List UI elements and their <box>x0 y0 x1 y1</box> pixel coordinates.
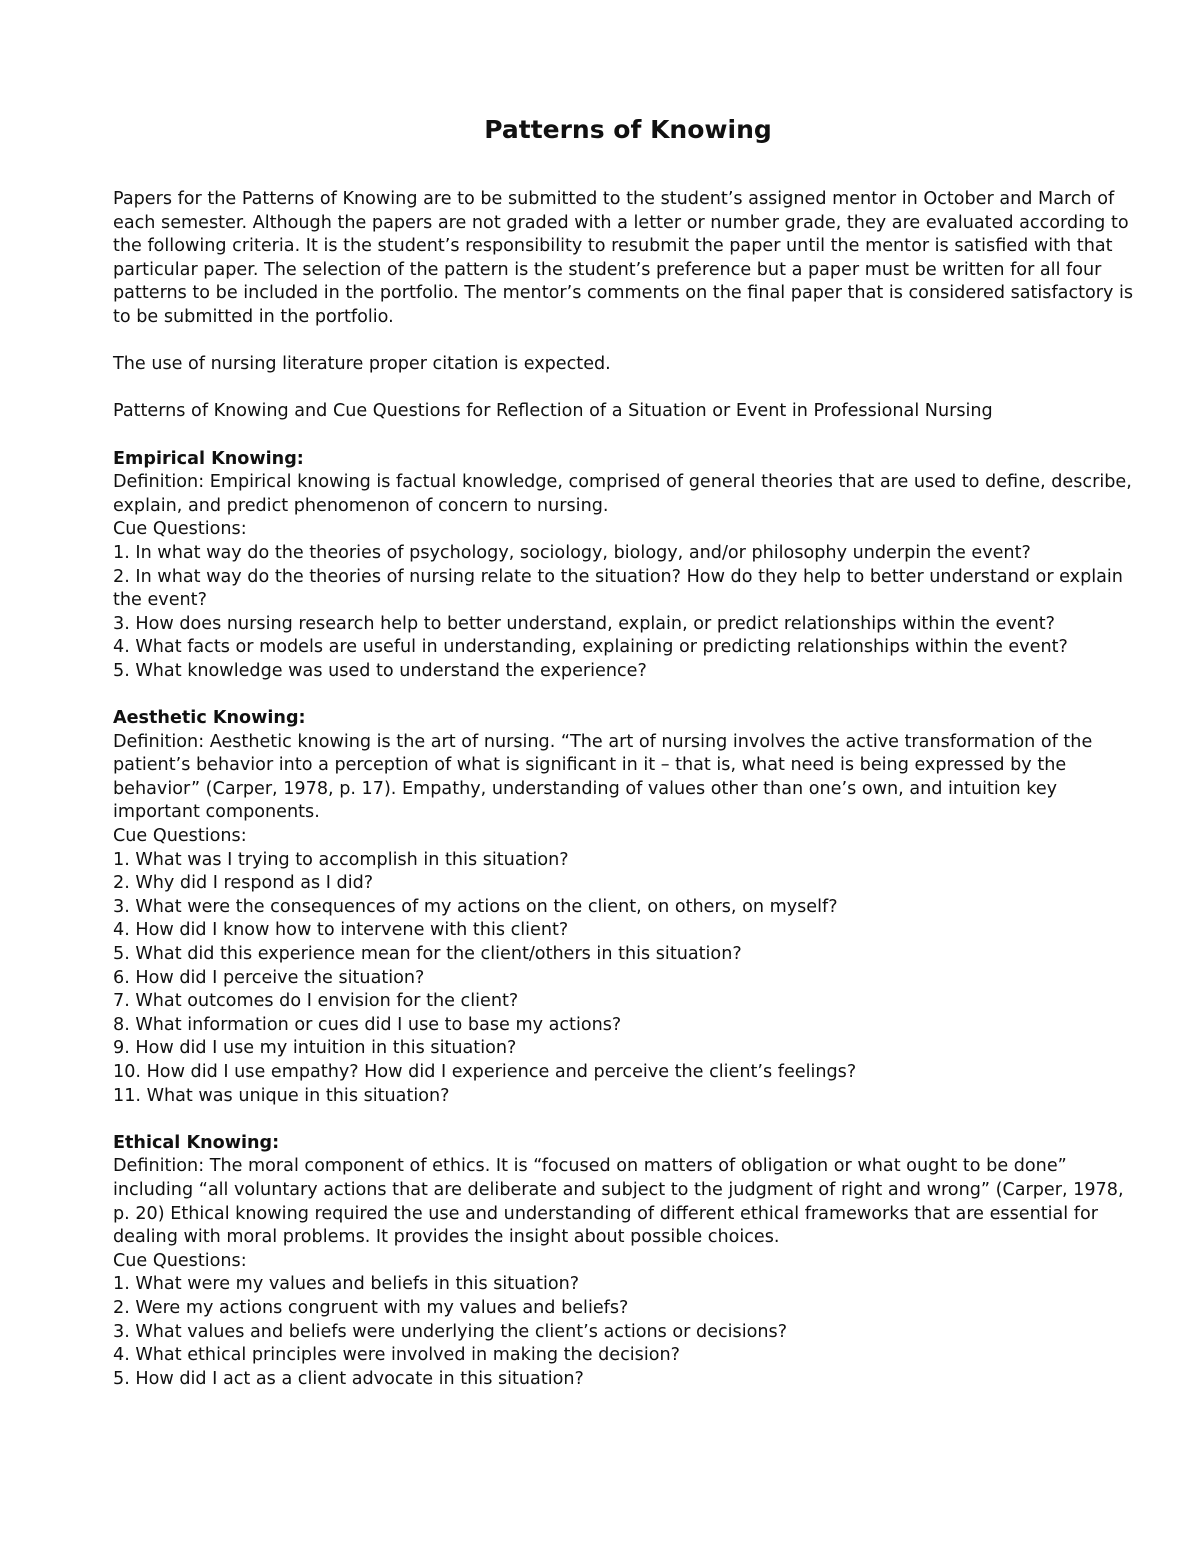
document-subtitle: Patterns of Knowing and Cue Questions for Reflection of a Situation or Event in Professional Nursing <box>113 401 993 422</box>
cue-question: 7. What outcomes do I envision for the client? <box>113 991 519 1012</box>
cue-question: 4. What ethical principles were involved in making the decision? <box>113 1345 680 1366</box>
cue-question: 5. How did I act as a client advocate in this situation? <box>113 1368 584 1389</box>
cue-question: 8. What information or cues did I use to base my actions? <box>113 1014 622 1035</box>
cue-question: 10. How did I use empathy? How did I experience and perceive the client’s feelings? <box>113 1061 857 1082</box>
cue-question: 2. In what way do the theories of nursing relate to the situation? How do they help to better understand or explain the event? <box>113 566 1123 611</box>
cue-question: 1. In what way do the theories of psychology, sociology, biology, and/or philosophy underpin the event? <box>113 542 1031 563</box>
section-heading: Ethical Knowing: <box>113 1132 280 1153</box>
cue-question: 1. What was I trying to accomplish in this situation? <box>113 849 569 870</box>
cue-question: 9. How did I use my intuition in this situation? <box>113 1038 517 1059</box>
section-empirical-knowing <box>113 448 1143 684</box>
page-title: Patterns of Knowing <box>484 115 772 144</box>
section-definition: Definition: The moral component of ethics. It is “focused on matters of obligation or what ought to be done” including “all voluntary actions that are deliberate and subject to the judgment of right and wrong” (Carper, 1978, p. 20) Ethical knowing required the use and understanding of different ethical frameworks that are essential for dealing with moral problems. It provides the insight about possible choices. <box>113 1156 1124 1248</box>
section-ethical-knowing <box>113 1132 1143 1392</box>
cue-question: 2. Were my actions congruent with my values and beliefs? <box>113 1297 629 1318</box>
cue-question: 5. What did this experience mean for the client/others in this situation? <box>113 944 742 964</box>
cue-question: 11. What was unique in this situation? <box>113 1085 450 1106</box>
cue-question: 5. What knowledge was used to understand the experience? <box>113 660 647 681</box>
cue-question-list <box>113 542 1143 684</box>
cue-questions-label: Cue Questions: <box>113 1250 247 1271</box>
cue-question: 2. Why did I respond as I did? <box>113 873 374 894</box>
cue-question: 4. What facts or models are useful in understanding, explaining or predicting relationships within the event? <box>113 637 1068 658</box>
document-content <box>113 112 1143 1415</box>
section-definition: Definition: Empirical knowing is factual knowledge, comprised of general theories that are used to define, describe, explain, and predict phenomenon of concern to nursing. <box>113 472 1132 516</box>
section-aesthetic-knowing <box>113 707 1143 1108</box>
intro-paragraph: Papers for the Patterns of Knowing are to be submitted to the student’s assigned mentor in October and March of each semester. Although the papers are not graded with a letter or number grade, they are evaluated according to the following criteria. It is the student’s responsibility to resubmit the paper until the mentor is satisfied with that particular paper. The selection of the pattern is the student’s preference but a paper must be written for all four patterns to be included in the portfolio. The mentor’s comments on the final paper that is considered satisfactory is to be submitted in the portfolio. <box>113 189 1134 327</box>
section-heading: Empirical Knowing: <box>113 448 304 469</box>
cue-question: 1. What were my values and beliefs in this situation? <box>113 1274 580 1295</box>
cue-question: 3. What were the consequences of my actions on the client, on others, on myself? <box>113 896 838 917</box>
section-heading: Aesthetic Knowing: <box>113 708 306 729</box>
citation-note: The use of nursing literature proper citation is expected. <box>113 354 611 375</box>
cue-question-list <box>113 849 1143 1109</box>
section-definition: Definition: Aesthetic knowing is the art of nursing. “The art of nursing involves the active transformation of the patient’s behavior into a perception of what is significant in it – that is, what need is being expressed by the behavior” (Carper, 1978, p. 17). Empathy, understanding of values other than one’s own, and intuition key important components. <box>113 731 1093 823</box>
cue-question-list <box>113 1273 1143 1391</box>
cue-questions-label: Cue Questions: <box>113 826 247 847</box>
cue-questions-label: Cue Questions: <box>113 519 247 540</box>
cue-question: 6. How did I perceive the situation? <box>113 967 425 988</box>
cue-question: 3. How does nursing research help to better understand, explain, or predict relationships within the event? <box>113 613 1055 634</box>
cue-question: 4. How did I know how to intervene with this client? <box>113 920 569 941</box>
cue-question: 3. What values and beliefs were underlying the client’s actions or decisions? <box>113 1321 788 1342</box>
